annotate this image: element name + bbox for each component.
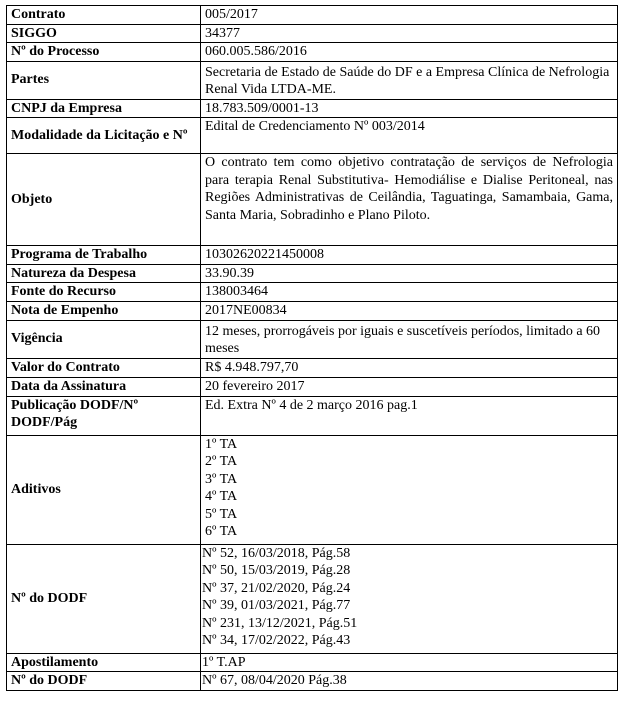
value-programa: 10302620221450008 (201, 246, 618, 265)
contract-table (6, 5, 618, 691)
row-cnpj (7, 99, 618, 118)
value-aditivos (201, 435, 618, 544)
label-objeto: Objeto (7, 154, 201, 246)
aditivo-item: 3º TA (205, 471, 238, 487)
value-empenho: 2017NE00834 (201, 301, 618, 320)
label-contrato: Contrato (7, 6, 201, 25)
row-fonte (7, 283, 618, 302)
aditivo-item: 2º TA (205, 454, 238, 469)
label-cnpj: CNPJ da Empresa (7, 99, 201, 118)
label-empenho: Nota de Empenho (7, 301, 201, 320)
row-siggo (7, 24, 618, 43)
label-programa: Programa de Trabalho (7, 246, 201, 265)
row-vigencia (7, 320, 618, 358)
label-fonte: Fonte do Recurso (7, 283, 201, 302)
value-dodf-apostilamento: Nº 67, 08/04/2020 Pág.38 (201, 672, 618, 691)
dodf-item: Nº 34, 17/02/2022, Pág.43 (202, 633, 351, 648)
row-publicacao (7, 396, 618, 435)
label-aditivos: Aditivos (7, 435, 201, 544)
dodf-item: Nº 37, 21/02/2020, Pág.24 (202, 580, 351, 596)
row-processo (7, 43, 618, 62)
row-natureza (7, 264, 618, 283)
row-modalidade (7, 118, 618, 154)
label-dodf-aditivos: Nº do DODF (7, 544, 201, 653)
value-partes: Secretaria de Estado de Saúde do DF e a Empresa Clínica de Nefrologia Renal Vida LTDA-ME. (201, 61, 618, 99)
label-modalidade: Modalidade da Licitação e Nº (7, 118, 201, 154)
value-contrato: 005/2017 (201, 6, 618, 25)
row-assinatura (7, 377, 618, 396)
label-vigencia: Vigência (7, 320, 201, 358)
value-dodf-aditivos (201, 544, 618, 653)
dodf-item: Nº 39, 01/03/2021, Pág.77 (202, 598, 351, 613)
label-publicacao: Publicação DODF/Nº DODF/Pág (7, 396, 201, 435)
dodf-item: Nº 52, 16/03/2018, Pág.58 (202, 545, 351, 561)
label-siggo: SIGGO (7, 24, 201, 43)
label-apostilamento: Apostilamento (7, 653, 201, 672)
row-aditivos (7, 435, 618, 544)
value-modalidade: Edital de Credenciamento Nº 003/2014 (201, 118, 618, 154)
aditivo-item: 6º TA (205, 524, 238, 539)
value-assinatura: 20 fevereiro 2017 (201, 377, 618, 396)
value-publicacao: Ed. Extra Nº 4 de 2 março 2016 pag.1 (201, 396, 618, 435)
value-natureza: 33.90.39 (201, 264, 618, 283)
row-partes (7, 61, 618, 99)
label-partes: Partes (7, 61, 201, 99)
value-siggo: 34377 (201, 24, 618, 43)
value-cnpj: 18.783.509/0001-13 (201, 99, 618, 118)
row-apostilamento (7, 653, 618, 672)
value-processo: 060.005.586/2016 (201, 43, 618, 62)
label-processo: Nº do Processo (7, 43, 201, 62)
label-dodf-apostilamento: Nº do DODF (7, 672, 201, 691)
aditivo-item: 5º TA (205, 506, 238, 522)
row-empenho (7, 301, 618, 320)
dodf-item: Nº 50, 15/03/2019, Pág.28 (202, 563, 351, 578)
row-dodf-aditivos (7, 544, 618, 653)
value-fonte: 138003464 (201, 283, 618, 302)
row-dodf-apostilamento (7, 672, 618, 691)
row-valor (7, 358, 618, 377)
label-assinatura: Data da Assinatura (7, 377, 201, 396)
row-objeto (7, 154, 618, 246)
label-natureza: Natureza da Despesa (7, 264, 201, 283)
aditivo-item: 1º TA (205, 436, 238, 452)
dodf-item: Nº 231, 13/12/2021, Pág.51 (202, 615, 358, 631)
value-valor: R$ 4.948.797,70 (201, 358, 618, 377)
row-programa (7, 246, 618, 265)
value-apostilamento: 1º T.AP (201, 653, 618, 672)
label-valor: Valor do Contrato (7, 358, 201, 377)
aditivo-item: 4º TA (205, 489, 238, 504)
value-objeto: O contrato tem como objetivo contratação de serviços de Nefrologia para terapia Renal Substitutiva- Hemodiálise e Dialise Peritoneal, nas Regiões Administrativas de Ceilândia, Taguatinga, Samambaia, Gama, Santa Maria, Sobradinho e Plano Piloto. (201, 154, 618, 246)
value-vigencia: 12 meses, prorrogáveis por iguais e suscetíveis períodos, limitado a 60 meses (201, 320, 618, 358)
row-contrato (7, 6, 618, 25)
